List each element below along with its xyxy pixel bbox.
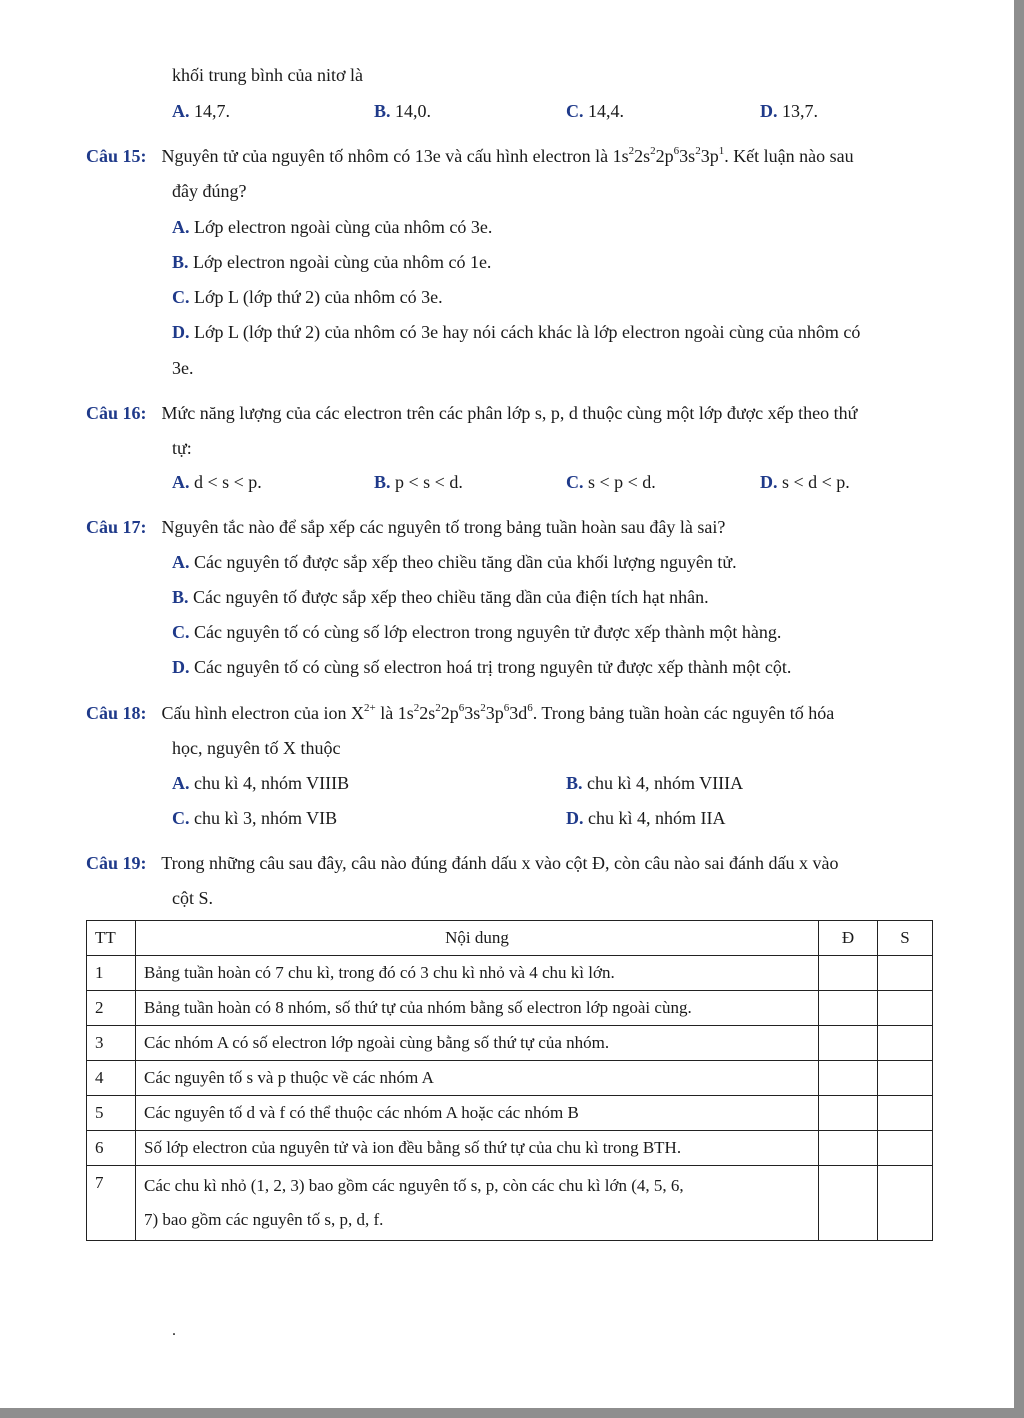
q17-stem: Câu 17: Nguyên tắc nào để sắp xếp các nguyên tố trong bảng tuần hoàn sau đây là sai? xyxy=(86,517,726,537)
row-content: Bảng tuần hoàn có 8 nhóm, số thứ tự của nhóm bằng số electron lớp ngoài cùng. xyxy=(136,991,819,1026)
row-number: 1 xyxy=(87,956,136,991)
row-number: 7 xyxy=(87,1166,136,1241)
true-cell[interactable] xyxy=(819,1026,878,1061)
row-content: Các chu kì nhỏ (1, 2, 3) bao gồm các nguyên tố s, p, còn các chu kì lớn (4, 5, 6, 7) bao gồm các nguyên tố s, p, d, f. xyxy=(136,1166,819,1241)
row-content: Các nguyên tố d và f có thể thuộc các nhóm A hoặc các nhóm B xyxy=(136,1096,819,1131)
row-number: 6 xyxy=(87,1131,136,1166)
false-cell[interactable] xyxy=(878,1061,933,1096)
row-content: Bảng tuần hoàn có 7 chu kì, trong đó có 3 chu kì nhỏ và 4 chu kì lớn. xyxy=(136,956,819,991)
false-cell[interactable] xyxy=(878,1096,933,1131)
true-cell[interactable] xyxy=(819,1131,878,1166)
q18-stem: Câu 18: Cấu hình electron của ion $X^{2+}$ là $1s^22s^22p^63s^23p^63d^6$. Trong bảng tuần hoàn các nguyên tố hóa xyxy=(86,702,835,723)
q16-option-a: A. d < s < p. xyxy=(172,472,262,492)
table-row xyxy=(87,1096,933,1131)
q19-stem: Câu 19: Trong những câu sau đây, câu nào đúng đánh dấu x vào cột Đ, còn câu nào sai đánh dấu x vào xyxy=(86,853,839,873)
q15-label: Câu 15: xyxy=(86,146,147,166)
q18-option-b: B. chu kì 4, nhóm VIIIA xyxy=(566,773,744,793)
header-content: Nội dung xyxy=(136,921,819,956)
q18-option-c: C. chu kì 3, nhóm VIB xyxy=(172,808,338,828)
q14-option-a: A. 14,7. xyxy=(172,101,230,121)
true-cell[interactable] xyxy=(819,1096,878,1131)
q15-stem: Câu 15: Nguyên tử của nguyên tố nhôm có 13e và cấu hình electron là $1s^22s^22p^63s^23p^1$. Kết luận nào sau xyxy=(86,145,854,166)
q16-label: Câu 16: xyxy=(86,403,147,423)
footer-mark: . xyxy=(172,1322,176,1339)
q18-stem-line2: học, nguyên tố X thuộc xyxy=(172,738,341,758)
q15-option-c: C. Lớp L (lớp thứ 2) của nhôm có 3e. xyxy=(172,287,443,307)
row-number: 2 xyxy=(87,991,136,1026)
row-content: Các nhóm A có số electron lớp ngoài cùng bằng số thứ tự của nhóm. xyxy=(136,1026,819,1061)
row-number: 5 xyxy=(87,1096,136,1131)
q18-label: Câu 18: xyxy=(86,703,147,723)
q14-option-b: B. 14,0. xyxy=(374,101,432,121)
q19-label: Câu 19: xyxy=(86,853,147,873)
table-header-row xyxy=(87,921,933,956)
q17-option-d: D. Các nguyên tố có cùng số electron hoá trị trong nguyên tử được xếp thành một cột. xyxy=(172,657,792,677)
q14-option-d: D. 13,7. xyxy=(760,101,818,121)
q18-ion-charge: 2+ xyxy=(363,702,376,714)
table-row xyxy=(87,1026,933,1061)
q14-option-c: C. 14,4. xyxy=(566,101,624,121)
q16-option-d: D. s < d < p. xyxy=(760,472,850,492)
q14-stem-tail: khối trung bình của nitơ là xyxy=(172,65,363,85)
true-cell[interactable] xyxy=(819,956,878,991)
q16-stem-line2: tự: xyxy=(172,438,192,458)
q15-stem-line2: đây đúng? xyxy=(172,181,247,201)
row-content: Các nguyên tố s và p thuộc về các nhóm A xyxy=(136,1061,819,1096)
q15-option-a: A. Lớp electron ngoài cùng của nhôm có 3e. xyxy=(172,217,493,237)
false-cell[interactable] xyxy=(878,1131,933,1166)
header-tt: TT xyxy=(87,921,136,956)
true-cell[interactable] xyxy=(819,991,878,1026)
table-row xyxy=(87,1131,933,1166)
row-content: Số lớp electron của nguyên tử và ion đều bằng số thứ tự của chu kì trong BTH. xyxy=(136,1131,819,1166)
true-cell[interactable] xyxy=(819,1061,878,1096)
q17-option-a: A. Các nguyên tố được sắp xếp theo chiều tăng dần của khối lượng nguyên tử. xyxy=(172,552,737,572)
q18-option-d: D. chu kì 4, nhóm IIA xyxy=(566,808,726,828)
q17-label: Câu 17: xyxy=(86,517,147,537)
q15-option-d-cont: 3e. xyxy=(172,358,194,378)
true-cell[interactable] xyxy=(819,1166,878,1241)
table-row xyxy=(87,956,933,991)
true-false-table xyxy=(86,920,933,1241)
table-row xyxy=(87,1166,933,1241)
table-row xyxy=(87,991,933,1026)
false-cell[interactable] xyxy=(878,956,933,991)
q15-electron-config: $1s^22s^22p^63s^23p^1$ xyxy=(612,145,725,166)
q15-option-b: B. Lớp electron ngoài cùng của nhôm có 1e. xyxy=(172,252,492,272)
q16-stem: Câu 16: Mức năng lượng của các electron trên các phân lớp s, p, d thuộc cùng một lớp được xếp theo thứ xyxy=(86,403,858,423)
false-cell[interactable] xyxy=(878,1166,933,1241)
q17-option-c: C. Các nguyên tố có cùng số lớp electron trong nguyên tử được xếp thành một hàng. xyxy=(172,622,782,642)
q18-electron-config: $1s^22s^22p^63s^23p^63d^6$ xyxy=(397,702,533,723)
q18-option-a: A. chu kì 4, nhóm VIIIB xyxy=(172,773,350,793)
q15-option-d: D. Lớp L (lớp thứ 2) của nhôm có 3e hay nói cách khác là lớp electron ngoài cùng của nhôm có xyxy=(172,322,861,342)
false-cell[interactable] xyxy=(878,991,933,1026)
header-true: Đ xyxy=(819,921,878,956)
q19-stem-line2: cột S. xyxy=(172,888,214,908)
q16-option-b: B. p < s < d. xyxy=(374,472,463,492)
q16-option-c: C. s < p < d. xyxy=(566,472,656,492)
q17-option-b: B. Các nguyên tố được sắp xếp theo chiều tăng dần của điện tích hạt nhân. xyxy=(172,587,709,607)
header-false: S xyxy=(878,921,933,956)
row-number: 4 xyxy=(87,1061,136,1096)
false-cell[interactable] xyxy=(878,1026,933,1061)
row-number: 3 xyxy=(87,1026,136,1061)
table-row xyxy=(87,1061,933,1096)
